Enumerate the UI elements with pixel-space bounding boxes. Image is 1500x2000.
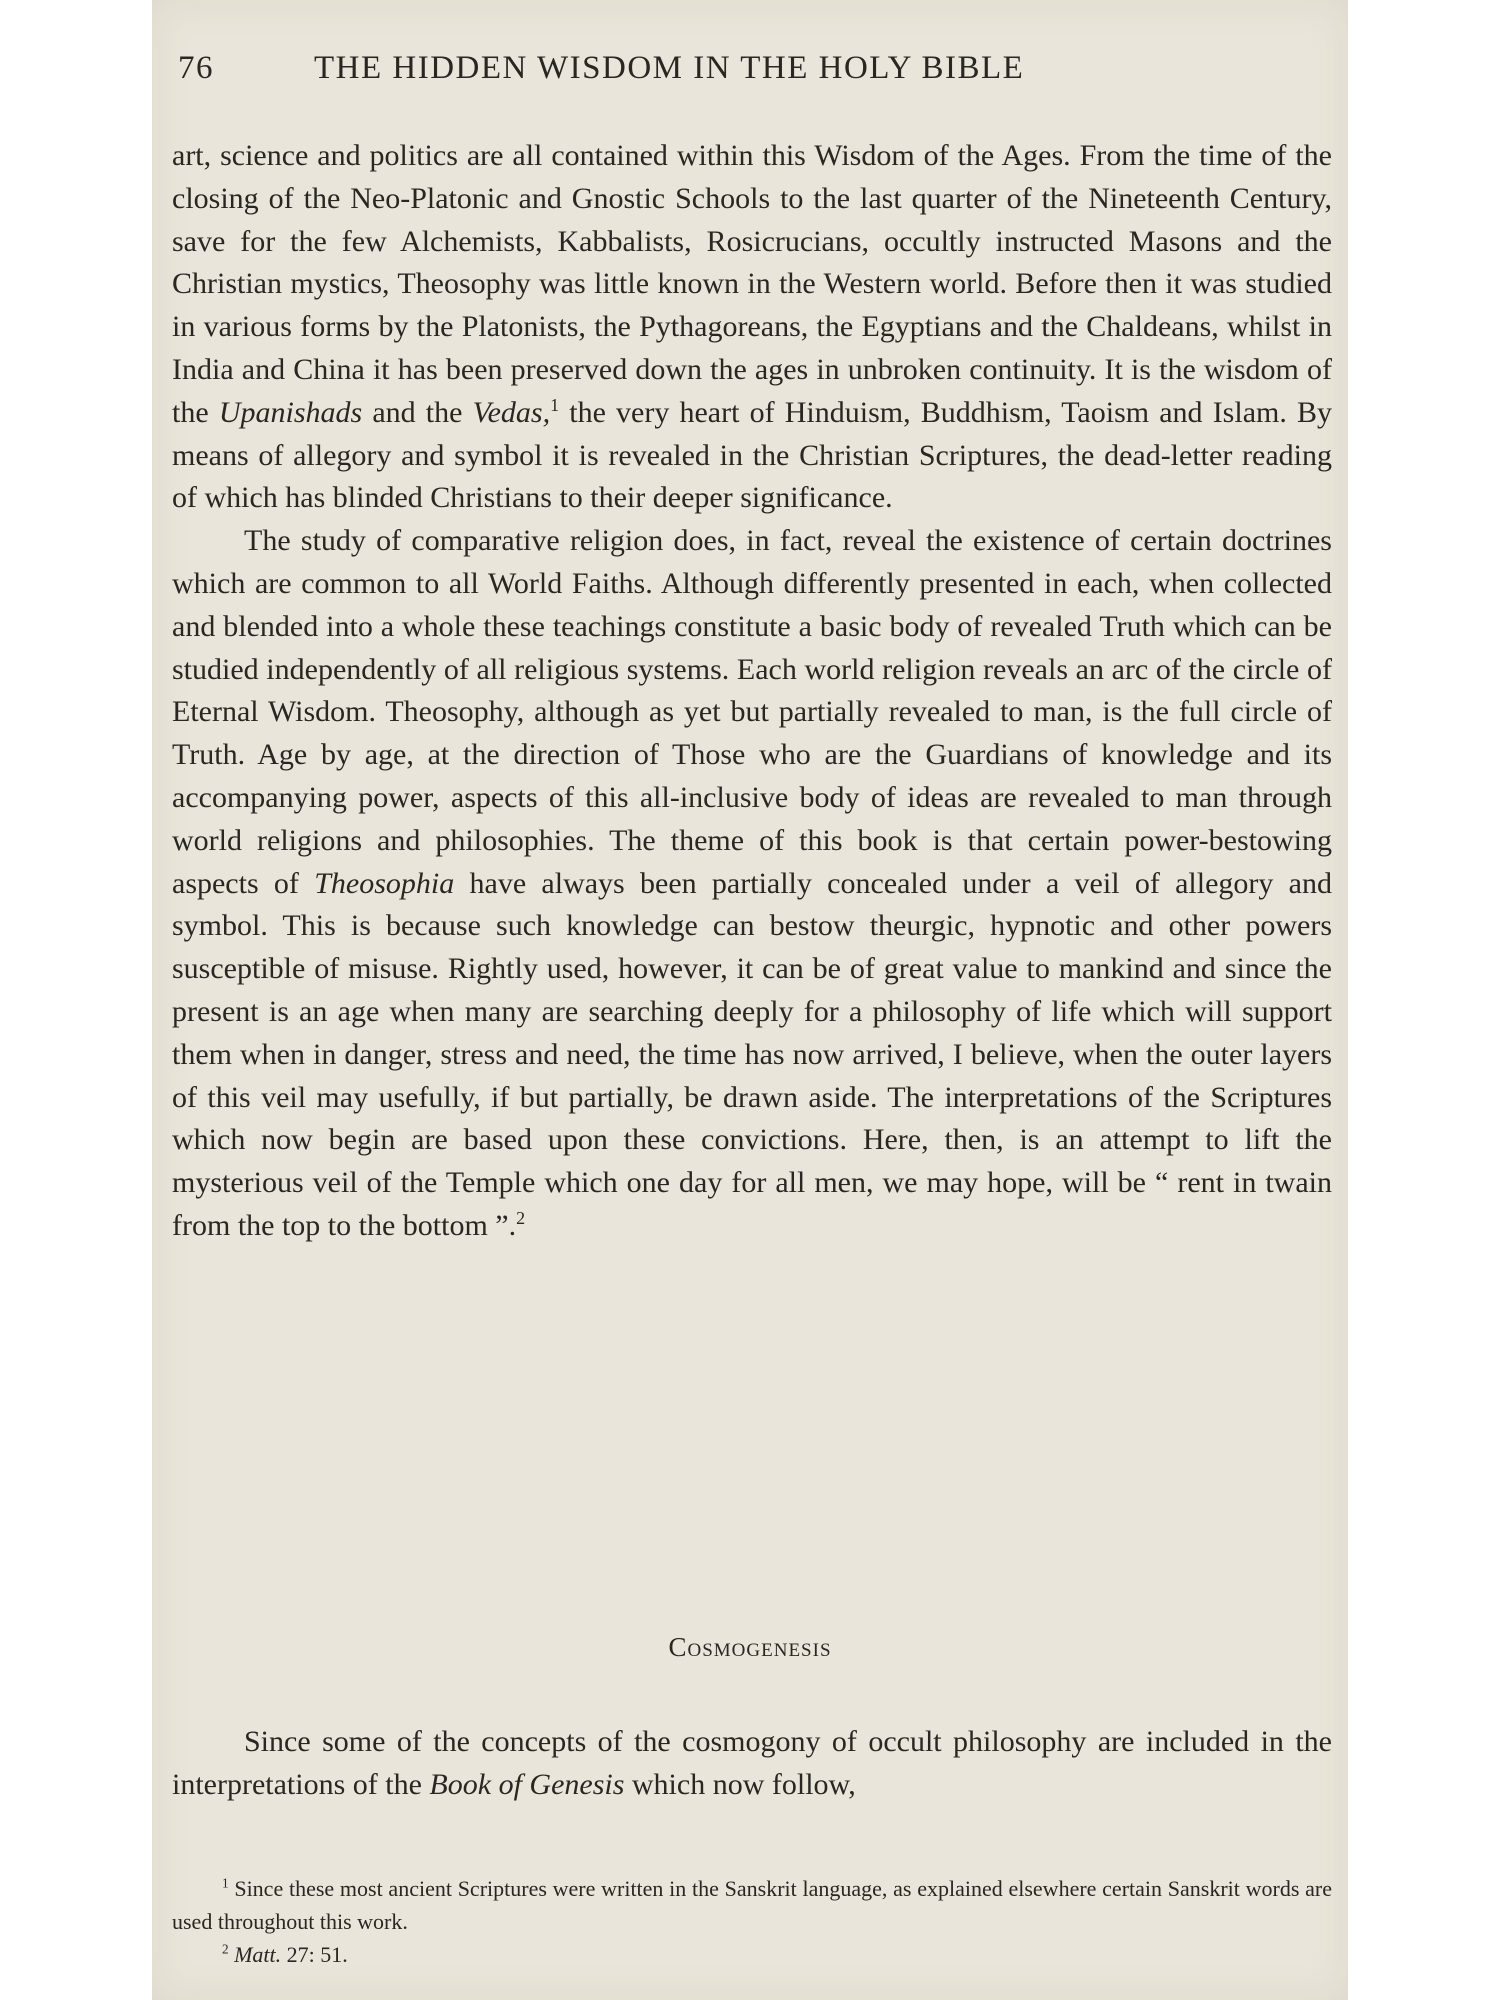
paragraph-1-text-a: art, science and politics are all contained within this Wisdom of the Ages. From the time of the closing of the Neo-Platonic and Gnostic Schools to the last quarter of the Nineteenth Century, save for the few Alchemists, Kabbalists, Rosicrucians, occultly instructed Masons and the Christian mystics, Theosophy was little known in the Western world. Before then it was studied in various forms by the Platonists, the Pythagoreans, the Egyptians and the Chaldeans, whilst in India and China it has been preserved down the ages in unbroken continuity. It is the wisdom of the <box>172 139 1332 429</box>
footnote-2-ref: Matt. <box>234 1942 282 1967</box>
footnote-2-mark: 2 <box>222 1941 229 1957</box>
section-text-b: which now follow, <box>624 1768 856 1801</box>
section-paragraph <box>172 1720 1332 1806</box>
footnotes <box>172 1872 1332 1971</box>
paragraph-1 <box>172 135 1332 520</box>
page-header <box>178 44 1348 104</box>
section-text <box>172 1720 1332 1806</box>
section-heading: Cosmogenesis <box>668 1632 832 1662</box>
running-title: THE HIDDEN WISDOM IN THE HOLY BIBLE <box>314 50 1025 86</box>
footnote-1-mark: 1 <box>222 1875 229 1891</box>
paragraph-2-text-a: The study of comparative religion does, in fact, reveal the existence of certain doctrines which are common to all World Faiths. Although differently presented in each, when collected and blended into a whole these teachings constitute a basic body of revealed Truth which can be studied independently of all religious systems. Each world religion reveals an arc of the circle of Eternal Wisdom. Theosophy, although as yet but partially revealed to man, is the full circle of Truth. Age by age, at the direction of Those who are the Guardians of knowledge and its accompanying power, aspects of this all-inclusive body of ideas are revealed to man through world religions and philosophies. The theme of this book is that certain power-bestowing aspects of <box>172 524 1332 900</box>
footnote-ref-1: 1 <box>550 394 560 415</box>
paragraph-2-text-b: have always been partially concealed under a veil of allegory and symbol. This is because such knowledge can bestow theurgic, hypnotic and other powers susceptible of misuse. Rightly used, however, it can be of great value to mankind and since the present is an age when many are searching deeply for a philosophy of life which will support them when in danger, stress and need, the time has now arrived, I believe, when the outer layers of this veil may usefully, if but partially, be drawn aside. The interpretations of the Scriptures which now begin are based upon these convictions. Here, then, is an attempt to lift the mysterious veil of the Temple which one day for all men, we may hope, will be “ rent in twain from the top to the bottom ”. <box>172 866 1332 1242</box>
paragraph-2 <box>172 520 1332 1248</box>
footnote-2 <box>172 1938 1332 1971</box>
paragraph-1-text-c: the very heart of Hinduism, Buddhism, Taoism and Islam. By means of allegory and symbol it is revealed in the Christian Scriptures, the dead-letter reading of which has blinded Christians to their deeper significance. <box>172 395 1333 515</box>
footnote-2-text: 27: 51. <box>281 1942 348 1967</box>
body-text <box>172 135 1332 1248</box>
footnote-ref-2: 2 <box>516 1207 526 1228</box>
page-number: 76 <box>178 50 214 86</box>
vedas-italic: Vedas, <box>472 395 551 429</box>
book-of-genesis-italic: Book of Genesis <box>429 1768 625 1801</box>
theosophia-italic: Theosophia <box>314 866 455 900</box>
book-page <box>152 0 1348 2000</box>
paragraph-1-text-b: and the <box>362 395 473 429</box>
footnote-1-text: Since these most ancient Scriptures were written in the Sanskrit language, as explained elsewhere certain Sanskrit words are used throughout this work. <box>172 1876 1332 1934</box>
upanishads-italic: Upanishads <box>218 395 363 429</box>
section-text-a: Since some of the concepts of the cosmogony of occult philosophy are included in the interpretations of the <box>172 1725 1332 1801</box>
footnote-1 <box>172 1872 1332 1938</box>
